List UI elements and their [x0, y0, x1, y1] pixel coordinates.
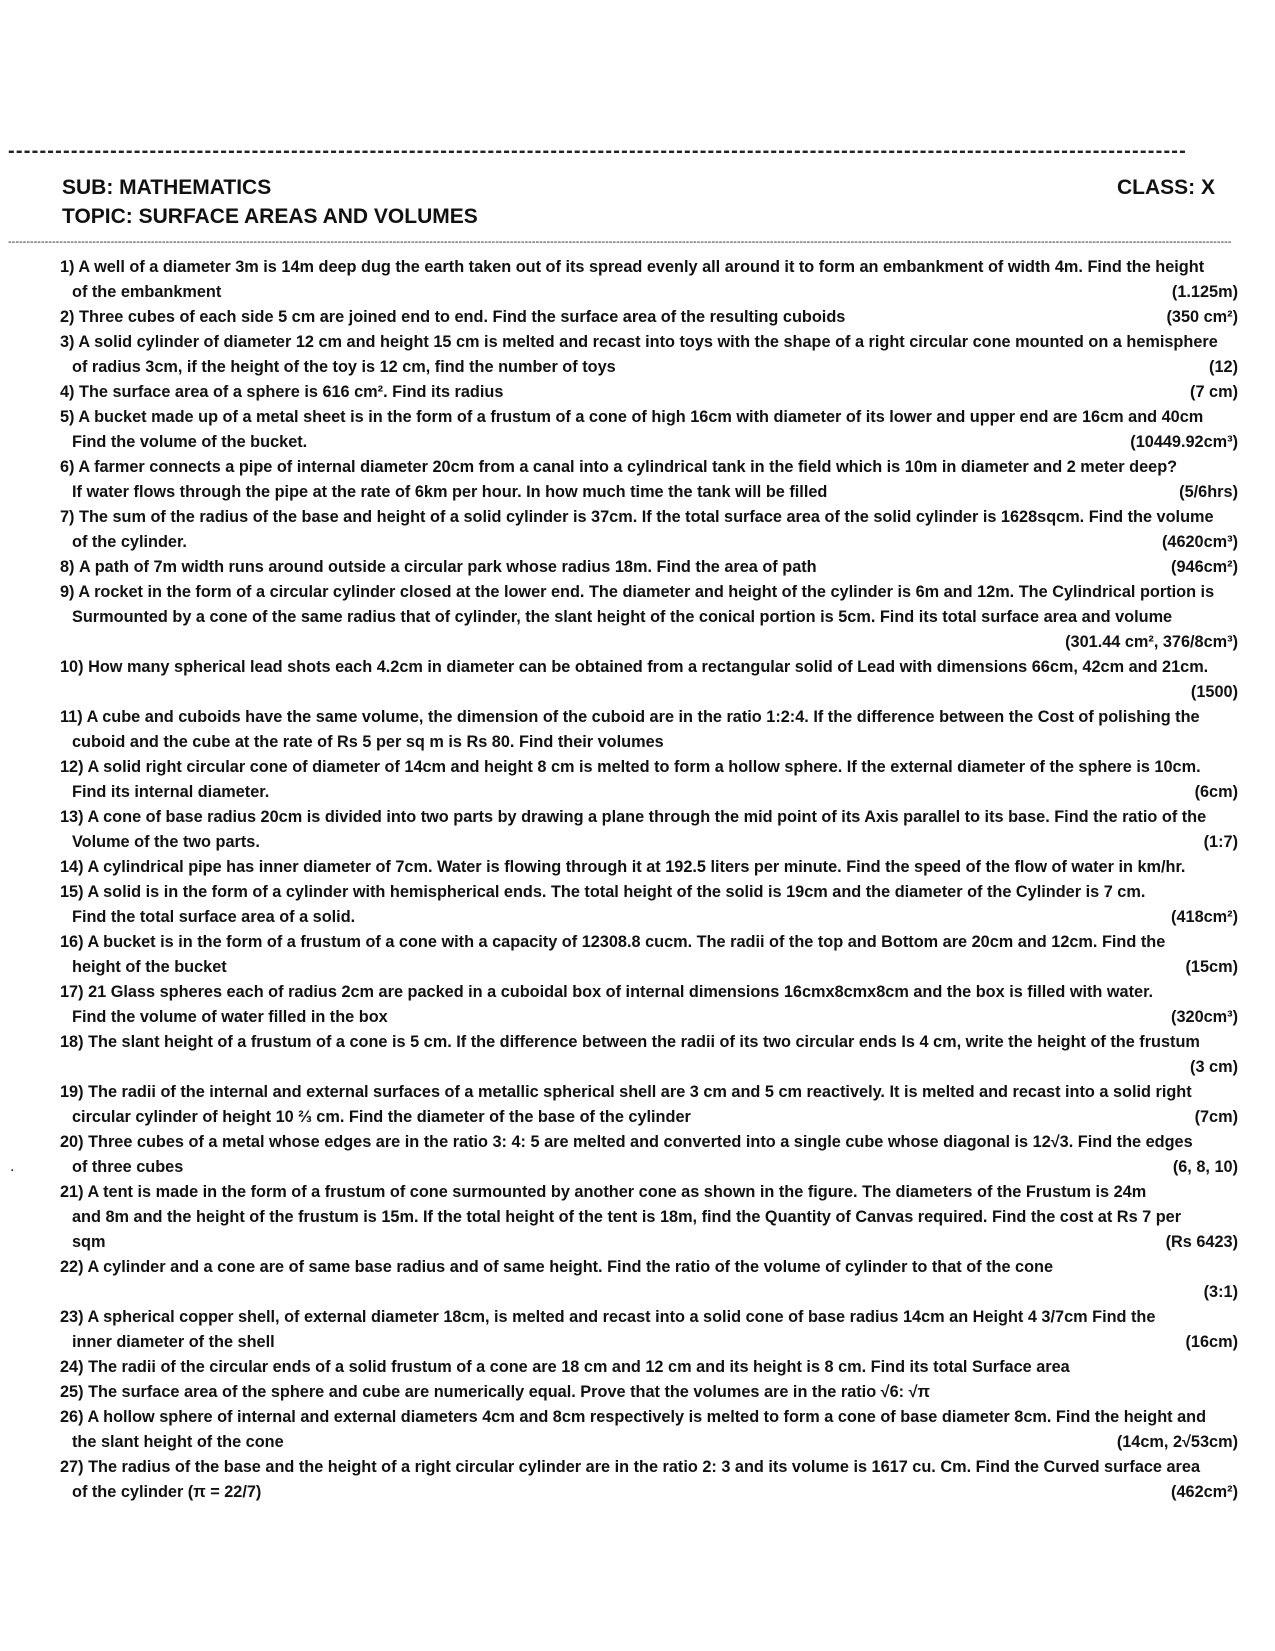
- question-text: [60, 305, 1238, 330]
- question-line: The slant height of a frustum of a cone is 5 cm. If the difference between the radii of its two circular ends Is 4 cm, write the height of the frustum: [88, 1033, 1200, 1051]
- question-text: [60, 1455, 1238, 1480]
- question-continuation: [60, 1005, 1238, 1030]
- question-list: [60, 255, 1238, 1505]
- answer-text: (4620cm³): [1161, 533, 1238, 551]
- answer-text: (15cm): [1185, 958, 1238, 976]
- question-text: [60, 455, 1238, 480]
- question-text: [60, 980, 1238, 1005]
- question-continuation: [60, 955, 1238, 980]
- question-number: 26): [60, 1408, 88, 1426]
- question-text: [60, 855, 1238, 880]
- answer-row: [60, 1055, 1238, 1080]
- question-item: [60, 1180, 1238, 1255]
- question-item: [60, 655, 1238, 705]
- answer-text: (350 cm²): [1166, 308, 1238, 326]
- question-continuation: [60, 830, 1238, 855]
- question-item: [60, 855, 1238, 880]
- question-item: [60, 580, 1238, 655]
- question-number: 2): [60, 308, 80, 326]
- question-text: [60, 655, 1238, 680]
- question-text: [60, 1130, 1238, 1155]
- question-item: [60, 405, 1238, 455]
- answer-text: (3 cm): [1190, 1058, 1238, 1076]
- question-line: of three cubes: [72, 1158, 184, 1176]
- answer-row: [60, 630, 1238, 655]
- question-line: of radius 3cm, if the height of the toy is 12 cm, find the number of toys: [72, 358, 616, 376]
- question-number: 6): [60, 458, 79, 476]
- question-line: A solid right circular cone of diameter of 14cm and height 8 cm is melted to form a hollow sphere. If the external diameter of the sphere is 10cm.: [87, 758, 1201, 776]
- question-item: [60, 755, 1238, 805]
- question-number: 19): [60, 1083, 89, 1101]
- question-line: A cube and cuboids have the same volume, the dimension of the cuboid are in the ratio 1:2:4. If the difference between the Cost of polishing the: [86, 708, 1200, 726]
- question-text: [60, 1355, 1238, 1380]
- question-line: The surface area of a sphere is 616 cm². Find its radius: [79, 383, 504, 401]
- question-number: 11): [60, 708, 87, 726]
- answer-text: (3:1): [1203, 1283, 1238, 1301]
- question-text: [60, 880, 1238, 905]
- question-text: [60, 380, 1238, 405]
- question-number: 17): [60, 983, 89, 1001]
- question-item: [60, 705, 1238, 755]
- question-line: Find the volume of the bucket.: [72, 433, 308, 451]
- question-line: of the cylinder (π = 22/7): [72, 1483, 262, 1501]
- answer-text: (320cm³): [1171, 1008, 1238, 1026]
- question-continuation: [60, 530, 1238, 555]
- answer-text: (5/6hrs): [1179, 483, 1238, 501]
- question-line: A cylinder and a cone are of same base radius and of same height. Find the ratio of the volume of cylinder to that of the cone: [87, 1258, 1054, 1276]
- question-text: [60, 555, 1238, 580]
- question-line: inner diameter of the shell: [72, 1333, 275, 1351]
- question-item: [60, 1305, 1238, 1355]
- question-continuation: [60, 480, 1238, 505]
- question-item: [60, 555, 1238, 580]
- question-text: [60, 1080, 1238, 1105]
- question-item: [60, 1255, 1238, 1305]
- answer-text: (418cm²): [1171, 908, 1238, 926]
- question-number: 13): [60, 808, 88, 826]
- question-number: 4): [60, 383, 80, 401]
- question-continuation: [60, 905, 1238, 930]
- question-line: A well of a diameter 3m is 14m deep dug the earth taken out of its spread evenly all around it to form an embankment of width 4m. Find the height: [78, 258, 1205, 276]
- question-line: A rocket in the form of a circular cylinder closed at the lower end. The diameter and height of the cylinder is 6m and 12m. The Cylindrical portion is: [78, 583, 1215, 601]
- question-item: [60, 1355, 1238, 1380]
- answer-text: (14cm, 2√53cm): [1116, 1433, 1238, 1451]
- question-item: [60, 930, 1238, 980]
- question-line: 21 Glass spheres each of radius 2cm are packed in a cuboidal box of internal dimensions 16cmx8cmx8cm and the box is filled with water.: [88, 983, 1154, 1001]
- answer-row: [60, 680, 1238, 705]
- question-line: A cylindrical pipe has inner diameter of 7cm. Water is flowing through it at 192.5 liters per minute. Find the speed of the flow of water in km/hr.: [87, 858, 1186, 876]
- question-number: 23): [60, 1308, 88, 1326]
- question-text: [60, 330, 1238, 355]
- question-text: [60, 255, 1238, 280]
- question-number: 22): [60, 1258, 88, 1276]
- question-item: [60, 505, 1238, 555]
- question-continuation: [60, 355, 1238, 380]
- question-item: [60, 805, 1238, 855]
- question-line: The radii of the internal and external surfaces of a metallic spherical shell are 3 cm and 5 cm reactively. It is melted and recast into a solid right: [88, 1083, 1192, 1101]
- question-line: A tent is made in the form of a frustum of cone surmounted by another cone as shown in the figure. The diameters of the Frustum is 24m: [87, 1183, 1147, 1201]
- question-continuation: [60, 1480, 1238, 1505]
- question-line: A spherical copper shell, of external diameter 18cm, is melted and recast into a solid cone of base radius 14cm an Height 4 3/7cm Find the: [87, 1308, 1156, 1326]
- question-number: 21): [60, 1183, 88, 1201]
- question-text: [60, 1305, 1238, 1330]
- answer-text: (1500): [1190, 683, 1238, 701]
- question-line: Find its internal diameter.: [72, 783, 270, 801]
- question-line: A bucket is in the form of a frustum of a cone with a capacity of 12308.8 cucm. The radii of the top and Bottom are 20cm and 12cm. Find the: [87, 933, 1166, 951]
- question-item: [60, 330, 1238, 380]
- question-line: height of the bucket: [72, 958, 227, 976]
- question-text: [60, 930, 1238, 955]
- question-continuation: [60, 1105, 1238, 1130]
- question-number: 8): [60, 558, 80, 576]
- question-line: sqm: [72, 1233, 106, 1251]
- question-line: Volume of the two parts.: [72, 833, 260, 851]
- stray-mark: .: [10, 1158, 15, 1175]
- question-item: [60, 1080, 1238, 1130]
- question-number: 20): [60, 1133, 89, 1151]
- question-number: 7): [60, 508, 80, 526]
- question-number: 15): [60, 883, 88, 901]
- question-text: [60, 805, 1238, 830]
- question-text: [60, 1405, 1238, 1430]
- question-continuation: [60, 1430, 1238, 1455]
- answer-text: (6cm): [1194, 783, 1238, 801]
- answer-text: (1:7): [1203, 833, 1238, 851]
- question-line: of the cylinder.: [72, 533, 187, 551]
- question-continuation: [60, 280, 1238, 305]
- question-item: [60, 1455, 1238, 1505]
- question-line: Three cubes of each side 5 cm are joined end to end. Find the surface area of the resulting cuboids: [79, 308, 846, 326]
- question-line: the slant height of the cone: [72, 1433, 284, 1451]
- question-text: [60, 1180, 1238, 1205]
- answer-text: (Rs 6423): [1165, 1233, 1238, 1251]
- answer-text: (946cm²): [1171, 558, 1238, 576]
- question-line: Three cubes of a metal whose edges are in the ratio 3: 4: 5 are melted and converted into a single cube whose diagonal is 12√3. Find the edges: [88, 1133, 1193, 1151]
- question-line: A bucket made up of a metal sheet is in the form of a frustum of a cone of high 16cm with diameter of its lower and upper end are 16cm and 40cm: [78, 408, 1204, 426]
- question-item: [60, 455, 1238, 505]
- question-continuation: [60, 1330, 1238, 1355]
- question-line: The radius of the base and the height of a right circular cylinder are in the ratio 2: 3 and its volume is 1617 cu. Cm. Find the Curved surface area: [88, 1458, 1201, 1476]
- question-text: [60, 705, 1238, 730]
- answer-text: (1.125m): [1171, 283, 1238, 301]
- question-text: [60, 1255, 1238, 1280]
- question-continuation: [60, 780, 1238, 805]
- answer-text: (10449.92cm³): [1130, 433, 1238, 451]
- question-line: Find the total surface area of a solid.: [72, 908, 356, 926]
- question-text: [60, 505, 1238, 530]
- question-number: 27): [60, 1458, 89, 1476]
- question-line: cuboid and the cube at the rate of Rs 5 per sq m is Rs 80. Find their volumes: [72, 733, 664, 751]
- question-line: of the embankment: [72, 283, 222, 301]
- question-line: A solid cylinder of diameter 12 cm and height 15 cm is melted and recast into toys with the shape of a right circular cone mounted on a hemisphere: [78, 333, 1218, 351]
- question-line: The surface area of the sphere and cube are numerically equal. Prove that the volumes are in the ratio √6: √π: [88, 1383, 931, 1401]
- question-number: 5): [60, 408, 79, 426]
- question-number: 12): [60, 758, 88, 776]
- question-item: [60, 1405, 1238, 1455]
- answer-text: (7cm): [1194, 1108, 1238, 1126]
- question-item: [60, 880, 1238, 930]
- question-item: [60, 1380, 1238, 1405]
- question-line: A cone of base radius 20cm is divided into two parts by drawing a plane through the mid point of its Axis parallel to its base. Find the ratio of the: [87, 808, 1207, 826]
- question-item: [60, 1130, 1238, 1180]
- question-line: If water flows through the pipe at the rate of 6km per hour. In how much time the tank will be filled: [72, 483, 828, 501]
- question-line: Surmounted by a cone of the same radius that of cylinder, the slant height of the conical portion is 5cm. Find its total surface area and volume: [72, 608, 1173, 626]
- question-continuation: [60, 1205, 1238, 1230]
- question-text: [60, 405, 1238, 430]
- question-text: [60, 1380, 1238, 1405]
- question-item: [60, 380, 1238, 405]
- question-continuation: [60, 605, 1238, 630]
- answer-text: (12): [1209, 358, 1238, 376]
- answer-row: [60, 1280, 1238, 1305]
- question-number: 18): [60, 1033, 89, 1051]
- question-line: A hollow sphere of internal and external diameters 4cm and 8cm respectively is melted to form a cone of base diameter 8cm. Find the height and: [87, 1408, 1207, 1426]
- question-line: A farmer connects a pipe of internal diameter 20cm from a canal into a cylindrical tank in the field which is 10m in diameter and 2 meter deep?: [78, 458, 1178, 476]
- question-number: 10): [60, 658, 89, 676]
- question-item: [60, 980, 1238, 1030]
- question-line: circular cylinder of height 10 ⅔ cm. Find the diameter of the base of the cylinder: [72, 1108, 691, 1126]
- question-number: 1): [60, 258, 79, 276]
- question-item: [60, 1030, 1238, 1080]
- question-text: [60, 1030, 1238, 1055]
- question-number: 9): [60, 583, 79, 601]
- mid-dashed-rule: ----------------------------------------------------------------------------------------------------------------------------------------------------------------------------------------------------------------------------------------------------------------------------------------------------------------------------------------------: [8, 236, 1232, 248]
- answer-text: (16cm): [1185, 1333, 1238, 1351]
- question-line: The radii of the circular ends of a solid frustum of a cone are 18 cm and 12 cm and its height is 8 cm. Find its total Surface area: [88, 1358, 1070, 1376]
- question-number: 25): [60, 1383, 89, 1401]
- question-line: A path of 7m width runs around outside a circular park whose radius 18m. Find the area of path: [79, 558, 817, 576]
- question-continuation: [60, 1230, 1238, 1255]
- question-number: 3): [60, 333, 79, 351]
- topic-heading: TOPIC: SURFACE AREAS AND VOLUMES: [62, 205, 478, 228]
- top-dashed-rule: ------------------------------------------------------------------------------------------------------------------------------------------------------: [8, 140, 1188, 162]
- question-text: [60, 755, 1238, 780]
- answer-text: (301.44 cm², 376/8cm³): [1065, 633, 1238, 651]
- question-item: [60, 255, 1238, 305]
- question-continuation: [60, 1155, 1238, 1180]
- question-line: Find the volume of water filled in the box: [72, 1008, 388, 1026]
- class-heading: CLASS: X: [1116, 176, 1215, 199]
- question-number: 24): [60, 1358, 89, 1376]
- question-continuation: [60, 430, 1238, 455]
- answer-text: (6, 8, 10): [1172, 1158, 1238, 1176]
- answer-text: (7 cm): [1190, 383, 1238, 401]
- question-line: How many spherical lead shots each 4.2cm in diameter can be obtained from a rectangular solid of Lead with dimensions 66cm, 42cm and 21cm.: [88, 658, 1209, 676]
- subject-heading: SUB: MATHEMATICS: [62, 176, 272, 199]
- question-number: 16): [60, 933, 88, 951]
- question-line: A solid is in the form of a cylinder with hemispherical ends. The total height of the solid is 19cm and the diameter of the Cylinder is 7 cm.: [87, 883, 1146, 901]
- question-item: [60, 305, 1238, 330]
- question-line: The sum of the radius of the base and height of a solid cylinder is 37cm. If the total surface area of the solid cylinder is 1628sqcm. Find the volume: [79, 508, 1214, 526]
- question-line: and 8m and the height of the frustum is 15m. If the total height of the tent is 18m, find the Quantity of Canvas required. Find the cost at Rs 7 per: [72, 1208, 1182, 1226]
- question-number: 14): [60, 858, 88, 876]
- question-text: [60, 580, 1238, 605]
- answer-text: (462cm²): [1171, 1483, 1238, 1501]
- question-continuation: [60, 730, 1238, 755]
